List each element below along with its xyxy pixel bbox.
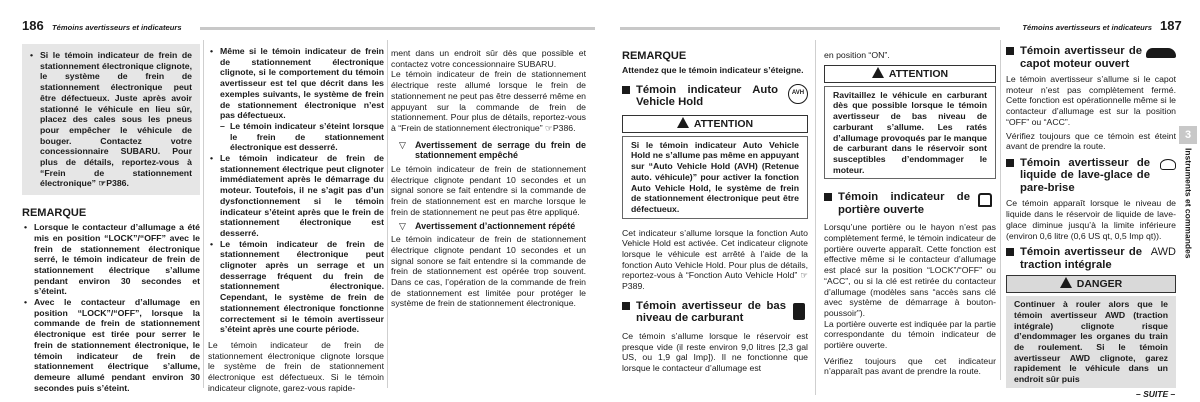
left-column-2 [208,46,384,394]
paragraph: Vérifiez toujours que cet indicateur n’apparaît pas avant de prendre la route. [824,355,996,377]
chapter-label: Instruments et commandes [1183,148,1194,259]
header-title-right: Témoins avertisseurs et indicateurs [1022,23,1152,32]
paragraph: Le témoin indicateur de frein de stationnement électrique clignote pendant 10 secondes et un signal sonore se fait entendre si la commande de frein de stationnement est opérée trop souvent. Dans ce cas, l’opération de la commande de frein de stationnement est limitée pour protéger le système de frein de stationnement électronique. [391,234,586,309]
attention-body: Ravitaillez le véhicule en carburant dès que possible lorsque le témoin avertisseur de bas niveau de carburant s’allume. Les ratés d’allumage provoqués par le manque de carburant dans le réservoir sont susceptibles d’endommager le moteur. [824,86,996,180]
subheading: ▽ Avertissement de serrage du frein de stationnement empêché [391,140,586,161]
heading-text: Témoin avertisseur de liquide de lave-glace de pare-brise [1020,156,1150,194]
right-column-3 [1006,40,1176,388]
bullet: • Le témoin indicateur de frein de stationnement électrique peut clignoter immédiatement après le démarrage du moteur. Toutefois, il ne s’agit pas d’un dysfonctionnement si le témoin indicateur s’éteint après que le frein de stationnement électronique est desserré. [208,153,384,239]
remarque-title: REMARQUE [622,50,687,62]
page-number-left: 186 [22,18,44,33]
bullet: • Le témoin indicateur de frein de stationnement électronique peut clignoter après un serrage et un desserrage fréquent du frein de stationnement électronique. Cependant, le système de frein de stationnement électronique fonctionne correctement si le témoin avertisseur s’éteint après une courte période. [208,239,384,335]
hood-heading [1006,45,1176,70]
note-bullet: • Si le témoin indicateur de frein de stationnement électronique clignote, le système de frein de stationnement électronique peut être défectueux. Juste après avoir stationné le véhicule en lieu sûr, placez des cales sous les pneus pour empêcher le véhicule de bouger. Contactez votre concessionnaire SUBARU. Pour plus de détails, reportez-vous à “Frein de stationnement électronique” ☞P386. [28,50,192,189]
fuel-heading [622,300,808,325]
square-bullet-icon [1006,47,1014,55]
danger-label: DANGER [1076,278,1123,291]
attention-body: Si le témoin indicateur Auto Vehicle Hold ne s’allume pas même en appuyant sur “Auto Vehicle Hold (AVH) (Retenue auto. véhicule)” pour activer la fonction Auto Vehicle Hold, le système de frein de stationnement électronique peut être défectueux. [622,136,808,219]
washer-fluid-icon [1160,159,1176,170]
door-heading [824,191,996,216]
danger-header [1006,275,1176,293]
paragraph: ment dans un endroit sûr dès que possible et contactez votre concessionnaire SUBARU. [391,48,586,69]
remarque-text: Attendez que le témoin indicateur s’éteigne. [622,65,804,75]
heading-text: Témoin avertisseur de bas niveau de carburant [636,299,786,325]
square-bullet-icon [622,302,630,310]
remarque-bullet: • Lorsque le contacteur d’allumage a été mis en position “LOCK”/“OFF” avec le frein de stationnement électronique serré, le témoin indicateur de frein de stationnement électrique s’allume pendant environ 30 secondes et s’éteint. [22,222,200,297]
attention-label: ATTENTION [693,117,754,130]
attention-label: ATTENTION [888,67,949,80]
paragraph: Ce témoin s’allume lorsque le réservoir est presque vide (il reste environ 9,0 litres [2,3 gal US, ou 1,9 gal Imp]). Il ne fonctionne que lorsque le contacteur d’allumage est [622,330,808,373]
warning-triangle-icon [872,67,884,78]
hood-open-icon [1146,48,1176,58]
heading-text: Témoin avertisseur de traction intégrale [1020,246,1142,271]
square-bullet-icon [1006,159,1014,167]
paragraph: Ce témoin apparaît lorsque le niveau de liquide dans le réservoir de liquide de lave-glace diminue jusqu’à la limite inférieure (environ 0,6 litre (0,6 US qt, 0,5 Imp qt)). [1006,198,1176,241]
remarque-title: REMARQUE [22,207,87,220]
paragraph: en position “ON”. [824,50,890,60]
heading-text: Témoin indicateur Auto Vehicle Hold [636,83,778,109]
heading-text: Témoin indicateur de portière ouverte [838,191,970,216]
column-divider [1000,40,1001,380]
paragraph: Le témoin indicateur de frein de stationnement électronique clignote lorsque le système de frein de stationnement électronique est défectueux. Si le témoin indicateur clignote, garez-vous rapide- [208,339,384,393]
heading-text: Témoin avertisseur de capot moteur ouvert [1020,45,1142,70]
chapter-tab[interactable]: 3 [1179,126,1197,144]
header-bar-right [620,27,1000,30]
warning-triangle-icon [677,117,689,128]
fuel-pump-icon [793,303,805,320]
avh-heading [622,84,808,109]
avh-icon: AVH [788,84,808,104]
bullet: • Même si le témoin indicateur de frein de stationnement électronique clignote, si le comportement du témoin avertisseur est tel que décrit dans les exemples suivants, le système de frein de stationnement électronique n’est pas défectueux. [208,46,384,121]
subheading: ▽ Avertissement d’actionnement répété [391,221,586,232]
column-divider [815,40,816,395]
page-number-right: 187 [1160,18,1182,33]
square-bullet-icon [824,193,832,201]
header-bar-left [200,27,595,30]
right-column-2 [824,50,996,377]
paragraph: Lorsqu’une portière ou le hayon n’est pas complètement fermé, le témoin indicateur de portière ouverte apparaît. Cette fonction est effective même si le contacteur d’allumage est placé sur la position “LOCK”/“OFF” ou “ACC”, ou si la clé est retirée du contacteur d’allumage (modèles sans “accès sans clé avec système de démarrage à bouton-poussoir”). [824,222,996,318]
door-open-icon [978,193,992,207]
washer-heading [1006,157,1176,195]
awd-heading [1006,246,1176,271]
square-bullet-icon [1006,248,1014,256]
left-column-1 [22,44,200,393]
continued-label: – SUITE – [1136,389,1176,399]
remarque-bullet: • Avec le contacteur d’allumage en position “LOCK”/“OFF”, lorsque la commande de frein de stationnement électronique est tirée pour serrer le frein de stationnement électronique, le témoin indicateur de frein de stationnement électrique s’allume, demeure allumé pendant environ 30 secondes puis s’éteint. [22,297,200,393]
attention-header [824,65,996,83]
header-title-left: Témoins avertisseurs et indicateurs [52,23,182,32]
right-column-1 [622,50,808,374]
square-bullet-icon [622,86,630,94]
dash-item: – Le témoin indicateur s’éteint lorsque le frein de stationnement électronique est desserré. [208,121,384,153]
awd-icon: AWD [1150,246,1176,259]
danger-body: Continuer à rouler alors que le témoin avertisseur AWD (traction intégrale) clignote risque d’endommager les organes du train de roulement. Si le témoin avertisseur AWD clignote, garez rapidement le véhicule dans un endroit sûr puis [1006,296,1176,388]
paragraph: Cet indicateur s’allume lorsque la fonction Auto Vehicle Hold est activée. Cet indicateur clignote lorsque le véhicule est arrêté à l’aide de la fonction Auto Vehicle Hold. Pour plus de détails, reportez-vous à “Fonction Auto Vehicle Hold” ☞P389. [622,227,808,292]
attention-header [622,115,808,133]
paragraph: Vérifiez toujours que ce témoin est éteint avant de prendre la route. [1006,130,1176,152]
column-divider [203,40,204,388]
warning-triangle-icon [1060,277,1072,288]
note-box [22,44,200,195]
column-divider [387,40,388,388]
left-column-3 [391,48,586,309]
paragraph: Le témoin indicateur de frein de stationnement électrique reste allumé lorsque le frein de stationnement ne peut pas être desserré même en appuyant sur la commande de frein de stationnement. Pour plus de détails, reportez-vous à “Frein de stationnement électronique” ☞P386. [391,69,586,133]
paragraph: Le témoin avertisseur s’allume si le capot moteur n’est pas complètement fermé. Cette fonction est opérationnelle même si le contacteur d’allumage est sur la position “OFF” ou “ACC”. [1006,74,1176,127]
paragraph: Le témoin indicateur de frein de stationnement électrique clignote pendant 10 secondes et un signal sonore se fait entendre si la commande de frein de stationnement est en marche lorsque le frein de stationnement ne peut pas être appliqué. [391,164,586,217]
paragraph: La portière ouverte est indiquée par la partie correspondante du témoin indicateur de portière ouverte. [824,318,996,351]
